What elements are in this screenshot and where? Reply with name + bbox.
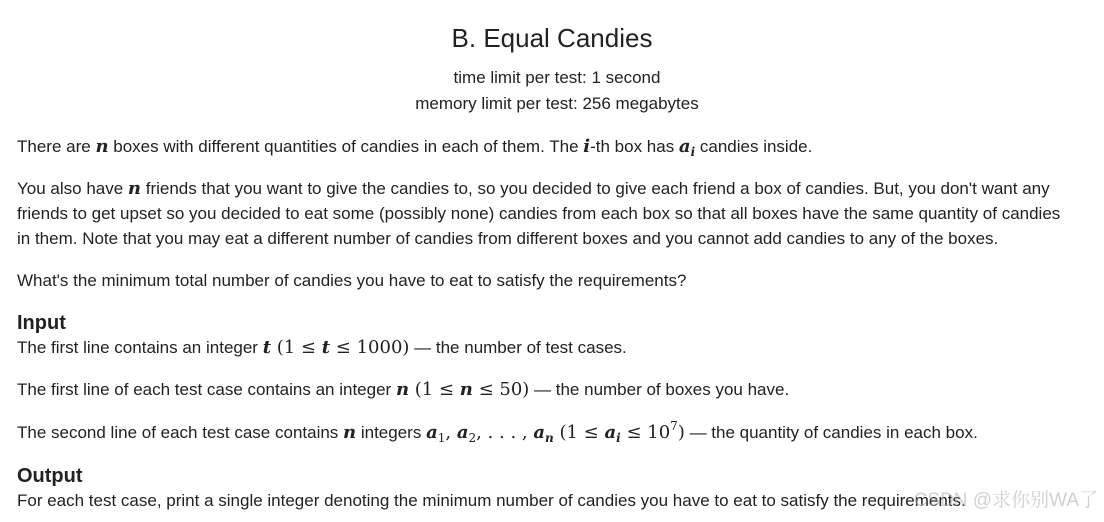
math-sub-1: 1 xyxy=(437,431,446,445)
input-line-2 xyxy=(17,377,1097,402)
memory-limit: memory limit per test: 256 megabytes xyxy=(415,94,699,113)
math-close: ≤ 1000) xyxy=(330,337,410,358)
math-sub-i: i xyxy=(616,431,621,445)
statement-paragraph-3: What's the minimum total number of candies you have to eat to satisfy the requirements? xyxy=(17,271,687,290)
text: — the number of test cases. xyxy=(409,338,627,357)
math-var-n: n xyxy=(343,422,357,443)
math-exponent: 7 xyxy=(670,419,678,433)
output-heading: Output xyxy=(17,465,83,487)
math-var-n: n xyxy=(395,379,410,400)
text: You also have xyxy=(17,179,128,198)
text: boxes with different quantities of candies in each of them. The xyxy=(108,137,584,156)
text: — the number of boxes you have. xyxy=(529,380,790,399)
text: The first line contains an integer xyxy=(17,338,263,357)
text: -th box has xyxy=(590,137,679,156)
math-var-a: a xyxy=(426,422,438,443)
time-limit: time limit per test: 1 second xyxy=(453,68,661,87)
math-var-a: a xyxy=(533,422,546,443)
problem-title: B. Equal Candies xyxy=(451,23,653,53)
math-var-t: t xyxy=(321,337,331,358)
statement-paragraph-2-line-2: friends to get upset so you decided to eat some (possibly none) candies from each box so that all boxes have the same quantity of candies xyxy=(17,204,1061,223)
math-open: (1 ≤ xyxy=(271,337,322,358)
math-var-a: a xyxy=(604,422,617,443)
math-open: (1 ≤ xyxy=(409,379,460,400)
math-sub-n: n xyxy=(545,431,554,445)
math-var-t: t xyxy=(262,337,272,358)
math-var-n: n xyxy=(127,178,142,199)
text: integers xyxy=(356,423,427,442)
text: The second line of each test case contains xyxy=(17,423,344,442)
math-open: (1 ≤ xyxy=(553,422,605,443)
math-var-n: n xyxy=(95,136,109,157)
input-line-3 xyxy=(17,420,1097,445)
math-dots: , . . . , xyxy=(476,422,534,443)
text: The first line of each test case contains an integer xyxy=(17,380,396,399)
statement-paragraph-2-line-1 xyxy=(17,176,1097,201)
math-close: ) xyxy=(677,422,685,443)
math-var-n: n xyxy=(459,379,473,400)
math-le: ≤ 10 xyxy=(620,422,671,443)
text: friends that you want to give the candies to, so you decided to give each friend a box of candies. But, you don't want any xyxy=(141,179,1050,198)
math-var-a: a xyxy=(456,422,469,443)
input-heading: Input xyxy=(17,312,66,334)
math-comma: , xyxy=(445,422,457,443)
math-sub-i: i xyxy=(690,145,696,159)
text: There are xyxy=(17,137,96,156)
math-sub-2: 2 xyxy=(468,431,477,445)
text: candies inside. xyxy=(695,137,813,156)
output-line-1: For each test case, print a single integer denoting the minimum number of candies you have to eat to satisfy the requirements. xyxy=(17,491,966,510)
input-line-1 xyxy=(17,335,1097,360)
math-var-a: a xyxy=(678,136,691,157)
text: — the quantity of candies in each box. xyxy=(684,423,978,442)
watermark: CSDN @求你别WA了 xyxy=(913,490,1098,511)
math-close: ≤ 50) xyxy=(472,379,530,400)
statement-paragraph-1 xyxy=(17,134,1097,159)
math-var-i: i xyxy=(583,136,591,157)
statement-paragraph-2-line-3: in them. Note that you may eat a different number of candies from different boxes and you cannot add candies to any of the boxes. xyxy=(17,229,999,248)
